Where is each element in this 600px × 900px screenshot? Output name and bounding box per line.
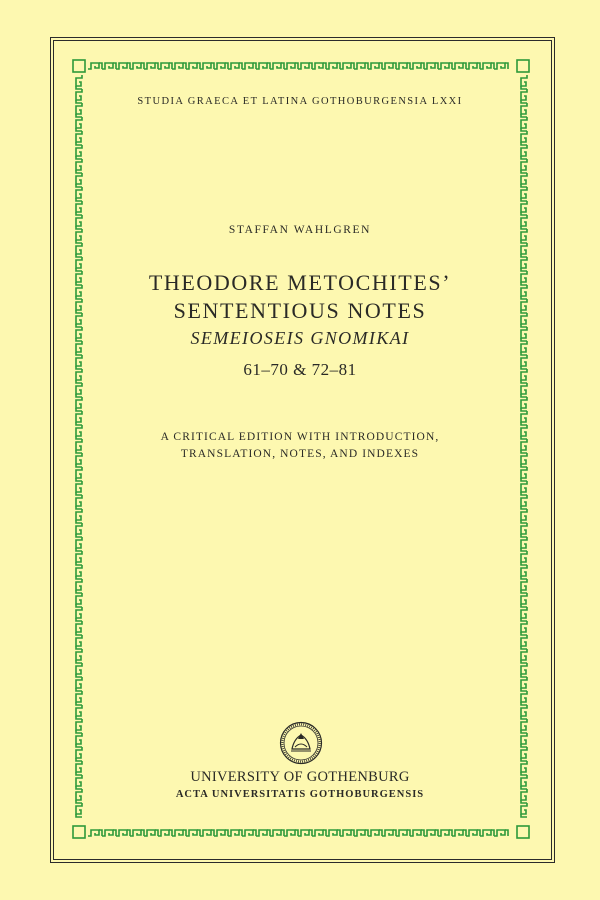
university-name: UNIVERSITY OF GOTHENBURG <box>190 769 410 785</box>
book-title-line-2: SENTENTIOUS NOTES <box>173 298 427 323</box>
book-title-line-1: THEODORE METOCHITES’ <box>148 270 452 295</box>
book-subtitle: SEMEIOSEIS GNOMIKAI <box>190 328 410 348</box>
series-title: STUDIA GRAECA ET LATINA GOTHOBURGENSIA LXXI <box>137 96 463 107</box>
author-name: STAFFAN WAHLGREN <box>228 224 372 236</box>
publisher-series: ACTA UNIVERSITATIS GOTHOBURGENSIS <box>175 789 425 800</box>
university-seal-icon <box>279 721 323 765</box>
description-line-2: TRANSLATION, NOTES, AND INDEXES <box>180 448 420 460</box>
description-line-1: A CRITICAL EDITION WITH INTRODUCTION, <box>160 431 440 443</box>
section-range: 61–70 & 72–81 <box>243 360 357 379</box>
